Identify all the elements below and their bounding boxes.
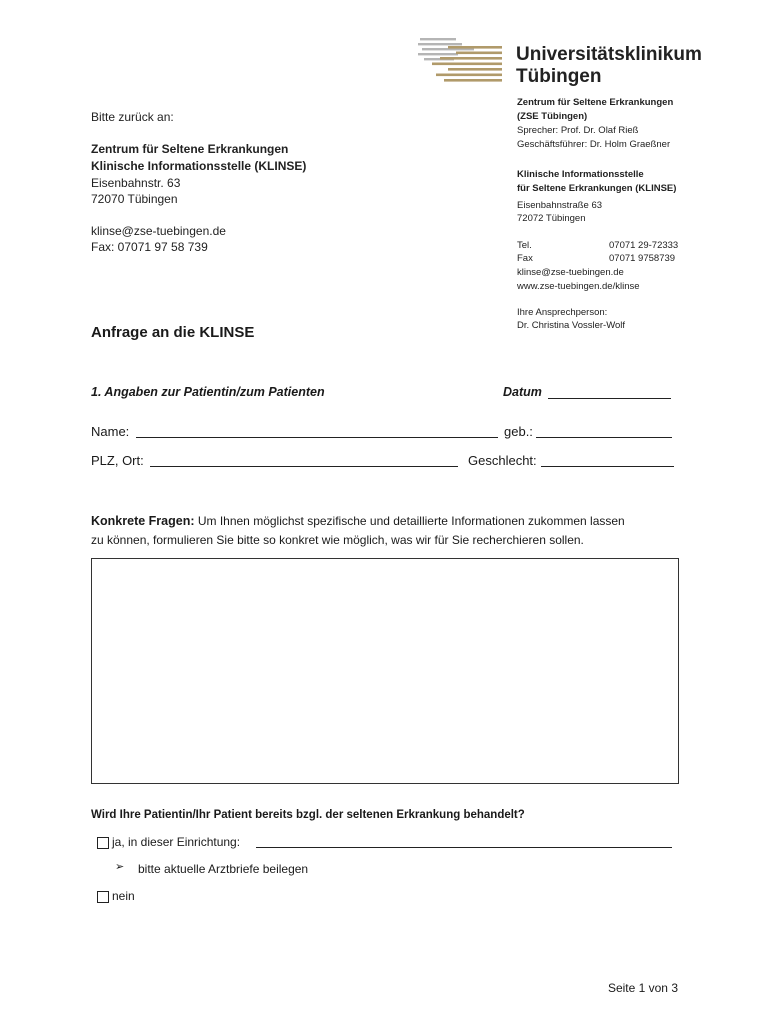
birthdate-label: geb.:: [504, 424, 533, 439]
date-label: Datum: [503, 385, 542, 399]
sidebar-spokesperson: Sprecher: Prof. Dr. Olaf Rieß: [517, 125, 639, 136]
birthdate-field[interactable]: [536, 437, 672, 438]
university-logo-icon: [418, 38, 504, 82]
option-no-label: nein: [112, 889, 135, 903]
address-street: Eisenbahnstr. 63: [91, 176, 181, 190]
questions-instructions-line1: [91, 515, 625, 528]
arrow-bullet-icon: ➢: [115, 861, 125, 873]
questions-instructions-line2: zu können, formulieren Sie bitte so konkret wie möglich, was wir für Sie recherchieren sollen.: [91, 533, 584, 547]
name-field[interactable]: [136, 437, 498, 438]
sidebar-contact-name: Dr. Christina Vossler-Wolf: [517, 320, 626, 331]
return-to-label: Bitte zurück an:: [91, 110, 174, 124]
sidebar-fax-label: Fax: [517, 253, 533, 264]
checkbox-yes[interactable]: [97, 837, 109, 849]
sidebar-unit-line1: Klinische Informationsstelle: [517, 169, 644, 180]
questions-textarea[interactable]: [91, 558, 679, 784]
option-yes-hint: bitte aktuelle Arztbriefe beilegen: [138, 862, 309, 876]
sidebar-city: 72072 Tübingen: [517, 213, 586, 224]
gender-label: Geschlecht:: [468, 453, 537, 468]
zip-city-label: PLZ, Ort:: [91, 453, 144, 468]
sidebar-tel-value: 07071 29-72333: [609, 240, 679, 251]
treatment-question: Wird Ihre Patientin/Ihr Patient bereits bzgl. der seltenen Erkrankung behandelt?: [91, 809, 525, 821]
sidebar-street: Eisenbahnstraße 63: [517, 200, 603, 211]
sidebar-web: www.zse-tuebingen.de/klinse: [517, 281, 640, 292]
gender-field[interactable]: [541, 466, 674, 467]
sidebar-managing-director: Geschäftsführer: Dr. Holm Graeßner: [517, 139, 671, 150]
address-city: 72070 Tübingen: [91, 192, 178, 206]
sidebar-unit-line2: für Seltene Erkrankungen (KLINSE): [517, 183, 677, 194]
institution-field[interactable]: [256, 847, 672, 848]
questions-label: Konkrete Fragen:: [91, 514, 195, 528]
sidebar-email: klinse@zse-tuebingen.de: [517, 267, 624, 278]
questions-text: Um Ihnen möglichst spezifische und detaillierte Informationen zukommen lassen: [194, 514, 625, 528]
sidebar-contact-label: Ihre Ansprechperson:: [517, 307, 608, 318]
section-heading-patient: 1. Angaben zur Patientin/zum Patienten: [91, 385, 325, 399]
sidebar-center-short: (ZSE Tübingen): [517, 111, 588, 122]
option-yes-label: ja, in dieser Einrichtung:: [112, 835, 241, 849]
address-org-line2: Klinische Informationsstelle (KLINSE): [91, 159, 307, 173]
zip-city-field[interactable]: [150, 466, 458, 467]
institution-name: Universitätsklinikum Tübingen: [516, 44, 702, 87]
address-fax: Fax: 07071 97 58 739: [91, 240, 208, 254]
date-field[interactable]: [548, 398, 671, 399]
name-label: Name:: [91, 424, 130, 439]
sidebar-tel-label: Tel.: [517, 240, 532, 251]
sidebar-center-name: Zentrum für Seltene Erkrankungen: [517, 97, 674, 108]
address-org-line1: Zentrum für Seltene Erkrankungen: [91, 142, 289, 156]
checkbox-no[interactable]: [97, 891, 109, 903]
page-title: Anfrage an die KLINSE: [91, 324, 255, 341]
address-email: klinse@zse-tuebingen.de: [91, 224, 226, 238]
sidebar-fax-value: 07071 9758739: [609, 253, 676, 264]
page-number: Seite 1 von 3: [607, 981, 678, 995]
